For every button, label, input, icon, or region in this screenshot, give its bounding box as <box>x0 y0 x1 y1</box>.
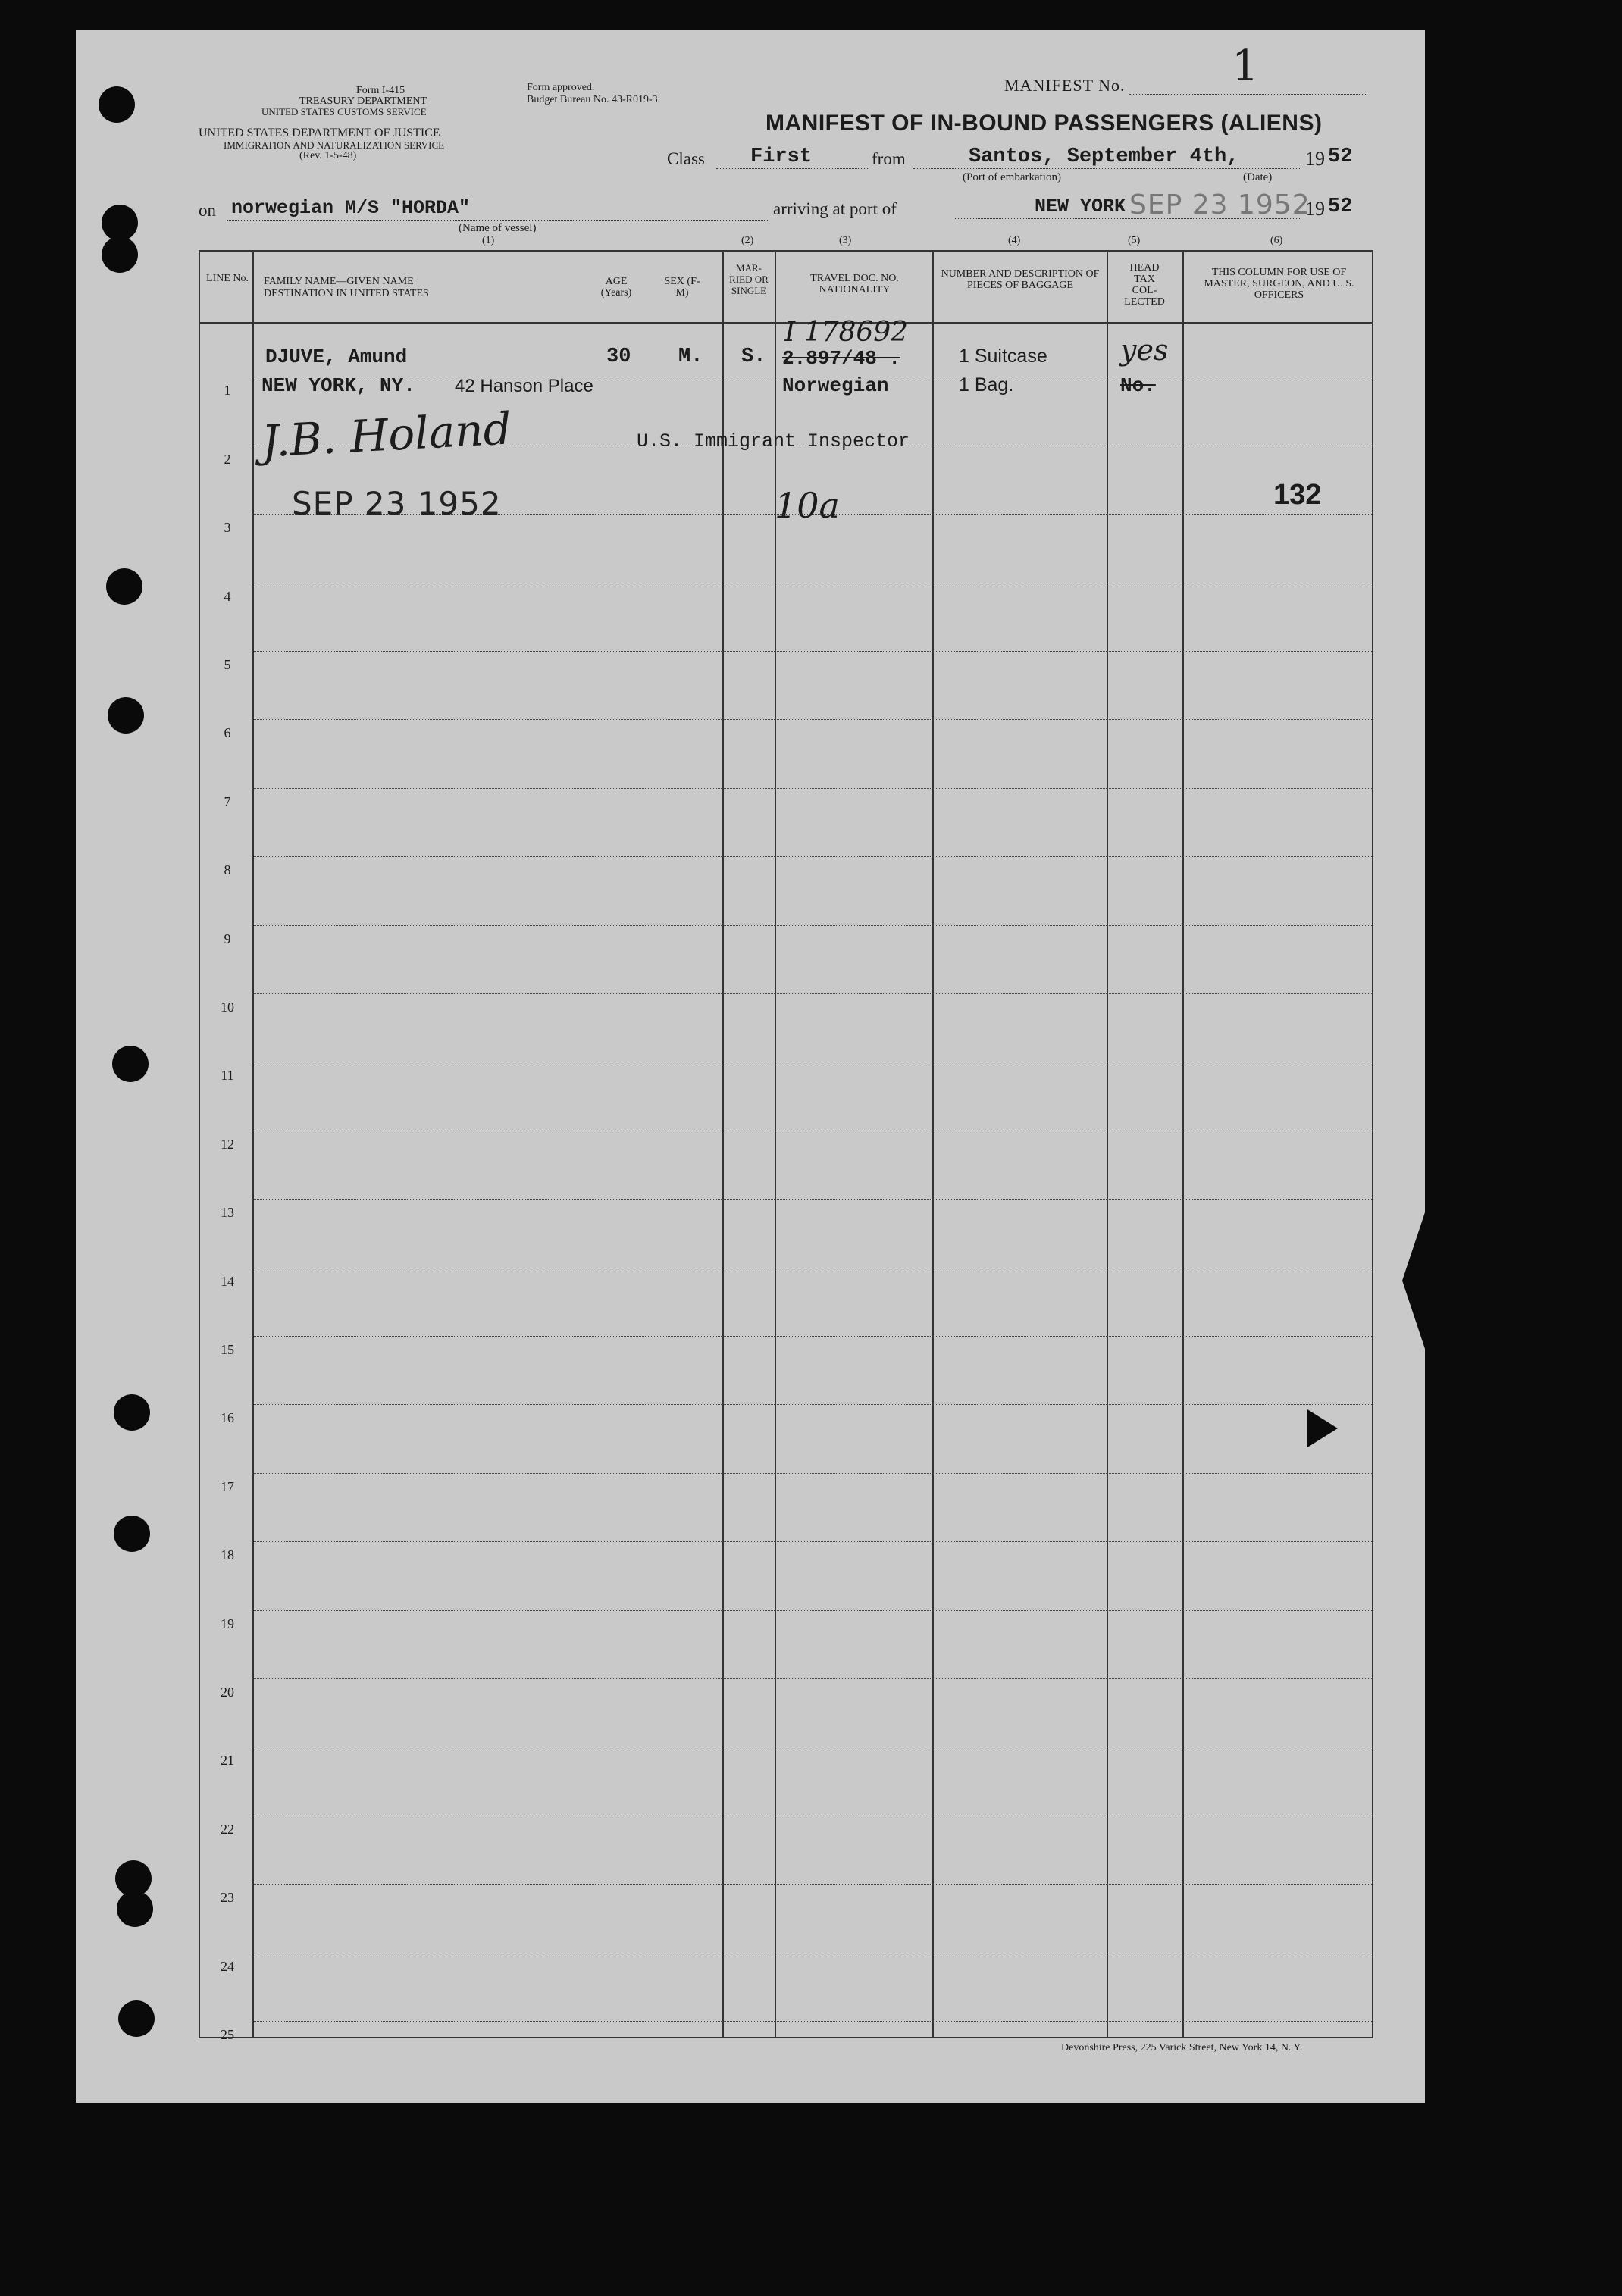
col-num-3: (3) <box>839 235 852 246</box>
budget-bureau: Budget Bureau No. 43-R019-3. <box>527 94 661 105</box>
customs-service: UNITED STATES CUSTOMS SERVICE <box>261 106 427 117</box>
line-number: 6 <box>224 725 231 740</box>
col-divider <box>1182 250 1184 2038</box>
manifest-number: 1 <box>1232 42 1259 91</box>
line-number: 17 <box>221 1479 234 1494</box>
col-header-travel-doc: TRAVEL DOC. NO. NATIONALITY <box>810 273 899 296</box>
printer-credit: Devonshire Press, 225 Varick Street, New York 14, N. Y. <box>1061 2042 1303 2054</box>
line-number: 15 <box>221 1342 234 1357</box>
arrival-date-stamp: SEP 23 1952 <box>1129 189 1310 221</box>
passenger-nationality: Norwegian <box>782 374 889 397</box>
col-header-destination: DESTINATION IN UNITED STATES <box>264 288 429 299</box>
passenger-address: 42 Hanson Place <box>455 376 593 396</box>
line-number: 9 <box>224 931 231 946</box>
col-divider <box>722 250 724 2038</box>
line-number: 18 <box>221 1547 234 1562</box>
line-number: 22 <box>221 1822 234 1837</box>
binder-hole <box>114 1516 150 1552</box>
line-number: 13 <box>221 1205 234 1220</box>
inspector-signature: J.B. Holand <box>260 402 513 468</box>
passenger-age: 30 <box>606 346 631 368</box>
binder-hole <box>114 1394 150 1431</box>
arriving-label: arriving at port of <box>773 199 897 218</box>
form-approved: Form approved. <box>527 82 595 93</box>
binder-hole <box>99 86 135 123</box>
col-num-5: (5) <box>1128 235 1141 246</box>
line-number: 5 <box>224 657 231 672</box>
line-number: 19 <box>221 1616 234 1631</box>
col-divider <box>932 250 934 2038</box>
binder-hole <box>102 205 138 241</box>
line-number: 11 <box>221 1068 234 1083</box>
col-divider <box>252 250 254 2038</box>
date-note: (Date) <box>1243 171 1273 183</box>
inspector-title: U.S. Immigrant Inspector <box>637 430 910 452</box>
row-divider <box>254 1678 1373 1679</box>
baggage-2: 1 Bag. <box>959 374 1014 396</box>
row-divider <box>254 993 1373 994</box>
col-num-2: (2) <box>741 235 754 246</box>
binder-hole <box>106 568 142 605</box>
passenger-destination: NEW YORK, NY. <box>261 374 415 397</box>
travel-doc-struck: 2.897/48 . <box>782 347 901 370</box>
row-divider <box>254 1541 1373 1542</box>
line-number: 21 <box>221 1753 234 1768</box>
row-divider <box>254 925 1373 926</box>
port-embark-note: (Port of embarkation) <box>963 171 1061 183</box>
torn-edge <box>1402 1099 1463 1462</box>
row-divider <box>254 1884 1373 1885</box>
line-number: 24 <box>221 1959 234 1974</box>
justice-dept: UNITED STATES DEPARTMENT OF JUSTICE <box>199 127 440 139</box>
line-number: 12 <box>221 1137 234 1152</box>
line-number: 4 <box>224 589 231 604</box>
col-header-sex: SEX (F-M) <box>664 276 700 299</box>
row-divider <box>254 651 1373 652</box>
col-header-baggage: NUMBER AND DESCRIPTION OF PIECES OF BAGGAGE <box>941 268 1100 291</box>
row-divider <box>254 719 1373 720</box>
year-prefix-2: 19 <box>1305 198 1325 220</box>
class-line <box>716 168 868 169</box>
from-label: from <box>872 149 906 168</box>
travel-doc-handwritten: I 178692 <box>784 317 909 348</box>
from-line <box>913 168 1300 169</box>
ins-service: IMMIGRATION AND NATURALIZATION SERVICE <box>224 139 445 151</box>
col-header-line-no: LINE No. <box>206 273 249 284</box>
vessel-name: norwegian M/S "HORDA" <box>231 197 471 219</box>
binder-hole <box>118 2000 155 2037</box>
year-1: 52 <box>1328 145 1353 168</box>
port-value: NEW YORK <box>1035 196 1126 217</box>
line-number: 20 <box>221 1684 234 1700</box>
year-2: 52 <box>1328 196 1353 218</box>
line-number: 16 <box>221 1410 234 1425</box>
inspection-date-stamp: SEP 23 1952 <box>292 485 502 522</box>
passenger-marital: S. <box>741 346 766 368</box>
line-number: 7 <box>224 794 231 809</box>
treasury-dept: TREASURY DEPARTMENT <box>299 95 427 107</box>
head-tax-handwritten: yes <box>1120 333 1169 367</box>
baggage-1: 1 Suitcase <box>959 346 1047 367</box>
row-divider <box>254 1404 1373 1405</box>
passenger-sex: M. <box>678 346 703 368</box>
binder-hole <box>117 1891 153 1927</box>
col-header-family-name: FAMILY NAME—GIVEN NAME <box>264 276 414 287</box>
vessel-line <box>227 220 769 221</box>
col-divider <box>1107 250 1108 2038</box>
revision: (Rev. 1-5-48) <box>299 150 357 161</box>
col-header-married: MAR- RIED OR SINGLE <box>729 262 769 296</box>
binder-hole <box>108 697 144 734</box>
line-number: 8 <box>224 862 231 877</box>
manifest-title: MANIFEST OF IN-BOUND PASSENGERS (ALIENS) <box>766 111 1323 136</box>
row-divider <box>254 1610 1373 1611</box>
col-num-6: (6) <box>1270 235 1283 246</box>
row-divider <box>254 2021 1373 2022</box>
passenger-name: DJUVE, Amund <box>265 346 408 368</box>
line-number: 3 <box>224 520 231 535</box>
col-header-head-tax: HEAD TAX COL- LECTED <box>1124 262 1165 308</box>
row-divider <box>254 1199 1373 1200</box>
line-number: 25 <box>221 2027 234 2042</box>
col-num-1: (1) <box>482 235 495 246</box>
line-number: 2 <box>224 452 231 467</box>
vessel-note: (Name of vessel) <box>459 222 537 234</box>
row-divider <box>254 1473 1373 1474</box>
line-number: 1 <box>224 383 231 398</box>
class-label: Class <box>667 149 705 168</box>
officer-number: 132 <box>1273 479 1322 511</box>
col-header-officers: THIS COLUMN FOR USE OF MASTER, SURGEON, AND U. S. OFFICERS <box>1204 267 1354 301</box>
binder-hole <box>112 1046 149 1082</box>
manifest-no-label: MANIFEST No. <box>1004 76 1126 95</box>
row-divider <box>254 1336 1373 1337</box>
col-num-4: (4) <box>1008 235 1021 246</box>
class-value: First <box>750 145 813 168</box>
form-number: Form I-415 <box>356 85 406 96</box>
line-number: 10 <box>221 999 234 1015</box>
row-divider <box>254 856 1373 857</box>
line-number: 23 <box>221 1890 234 1905</box>
row-divider <box>254 788 1373 789</box>
note-10a: 10a <box>775 485 840 526</box>
manifest-no-line <box>1129 94 1366 95</box>
year-prefix-1: 19 <box>1305 148 1325 170</box>
col-header-age: AGE (Years) <box>600 276 632 299</box>
binder-hole <box>102 236 138 273</box>
line-number: 14 <box>221 1274 234 1289</box>
head-tax-typed: No. <box>1120 374 1156 397</box>
on-label: on <box>199 201 216 220</box>
from-value: Santos, September 4th, <box>969 145 1239 168</box>
